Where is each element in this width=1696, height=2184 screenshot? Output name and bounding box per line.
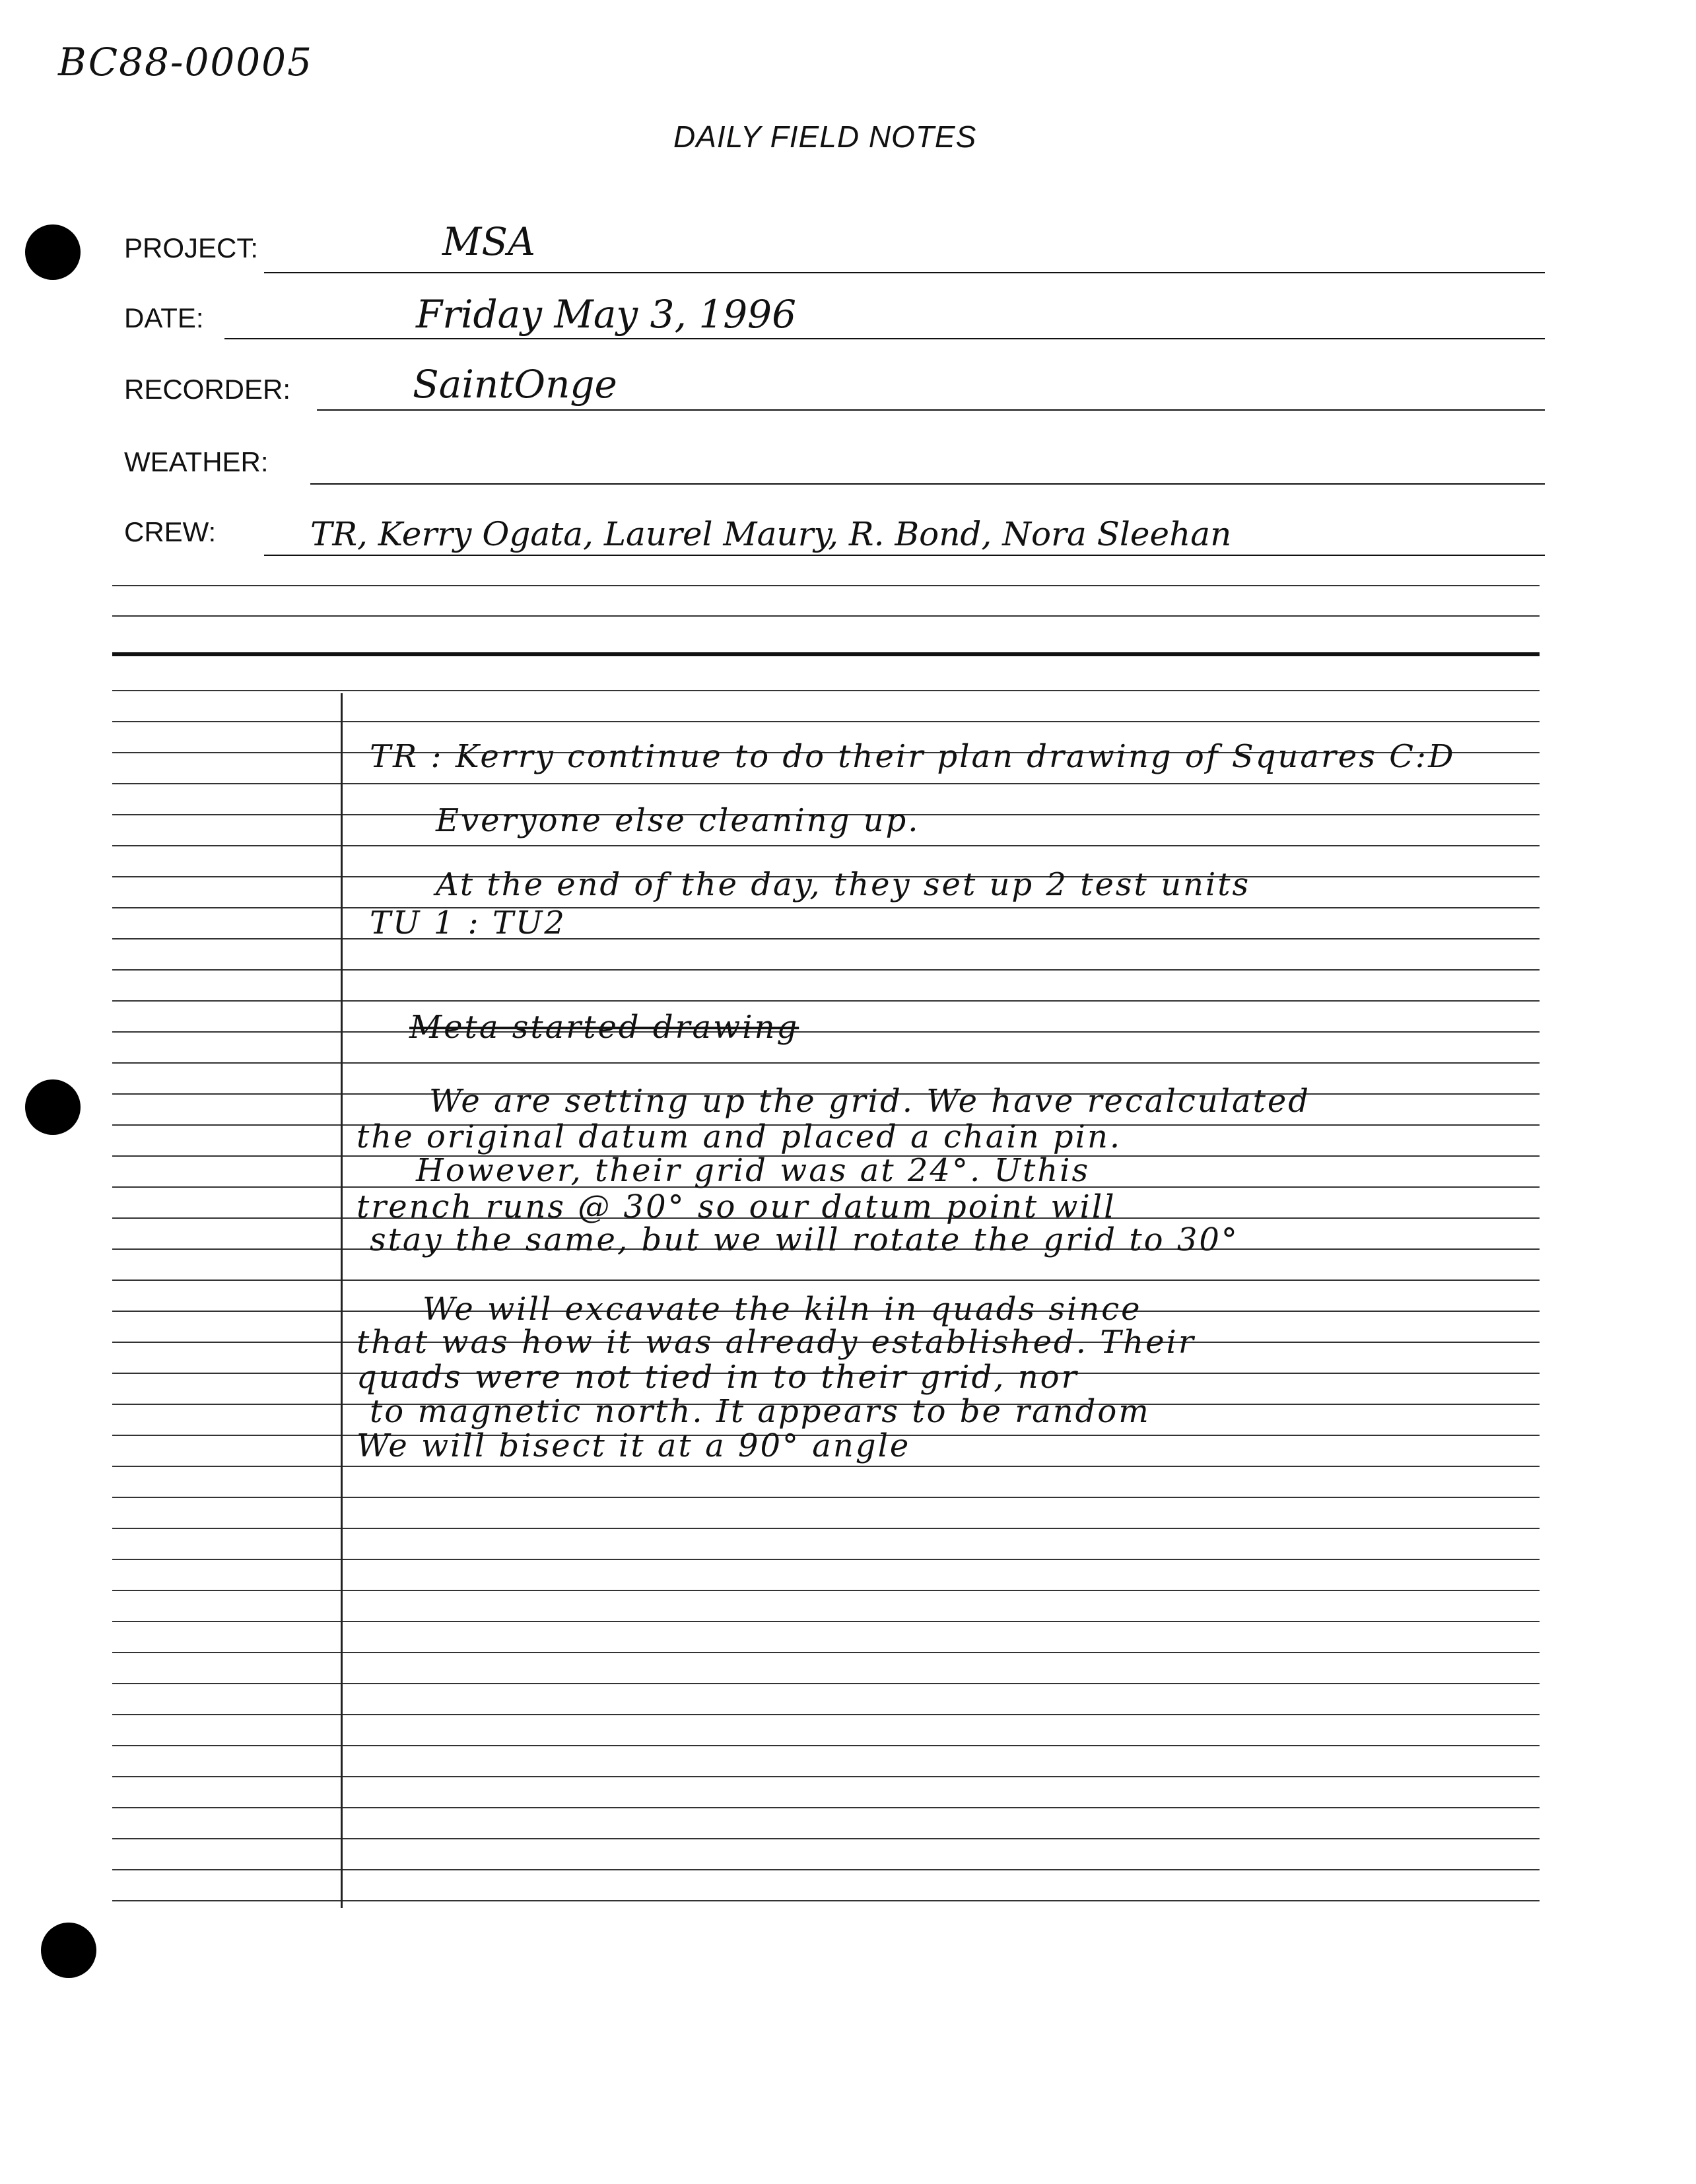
note-line: However, their grid was at 24°. Uthis — [416, 1152, 1091, 1189]
ruled-line — [112, 1652, 1540, 1653]
ruled-line — [112, 1497, 1540, 1498]
note-line: that was how it was already established. Their — [356, 1324, 1196, 1361]
ruled-line — [112, 845, 1540, 846]
page-title: DAILY FIELD NOTES — [673, 119, 977, 154]
project-value: MSA — [442, 219, 536, 264]
note-line: quads were not tied in to their grid, nor — [356, 1359, 1079, 1396]
project-rule — [264, 272, 1545, 273]
ruled-line — [112, 1559, 1540, 1560]
ruled-line — [112, 1621, 1540, 1622]
ruled-line — [112, 1466, 1540, 1467]
crew-label: CREW: — [124, 516, 217, 547]
recorder-label: RECORDER: — [124, 374, 291, 405]
ruled-line — [112, 1683, 1540, 1684]
binder-hole-middle — [25, 1079, 81, 1135]
project-label: PROJECT: — [124, 232, 259, 263]
ruled-line — [112, 1280, 1540, 1281]
margin-line — [341, 693, 343, 1908]
ruled-line — [112, 721, 1540, 722]
note-line-crossed-out: Meta started drawing — [409, 1009, 799, 1046]
recorder-value: SaintOnge — [413, 362, 617, 407]
date-rule — [224, 338, 1545, 339]
ruled-line — [112, 1745, 1540, 1746]
note-line: stay the same, but we will rotate the grid to 30° — [370, 1221, 1239, 1258]
ruled-line — [112, 1900, 1540, 1901]
ruled-line — [112, 585, 1540, 586]
binder-hole-top — [25, 224, 81, 280]
note-line: TU 1 : TU2 — [370, 904, 566, 941]
note-line: Everyone else cleaning up. — [436, 802, 920, 839]
weather-rule — [310, 483, 1545, 485]
ruled-line — [112, 1000, 1540, 1002]
ruled-line — [112, 1590, 1540, 1591]
ruled-line — [112, 1714, 1540, 1715]
crew-rule — [264, 555, 1545, 556]
weather-label: WEATHER: — [124, 446, 269, 477]
note-line: At the end of the day, they set up 2 test units — [436, 866, 1251, 903]
ruled-line — [112, 615, 1540, 617]
note-line: We will excavate the kiln in quads since — [423, 1291, 1142, 1328]
ruled-line — [112, 783, 1540, 784]
date-label: DATE: — [124, 302, 204, 333]
ruled-line — [112, 969, 1540, 971]
binder-hole-bottom — [41, 1923, 96, 1978]
note-line: trench runs @ 30° so our datum point will — [356, 1188, 1116, 1225]
section-divider — [112, 652, 1540, 656]
ruled-line — [112, 690, 1540, 691]
ruled-line — [112, 1031, 1540, 1033]
note-line: to magnetic north. It appears to be random — [370, 1393, 1151, 1430]
ruled-line — [112, 1807, 1540, 1808]
ruled-line — [112, 1062, 1540, 1064]
note-line: We will bisect it at a 90° angle — [356, 1427, 911, 1464]
ruled-line — [112, 1776, 1540, 1777]
note-line: TR : Kerry continue to do their plan drawing of Squares C:D — [370, 738, 1456, 775]
date-value: Friday May 3, 1996 — [416, 292, 796, 337]
ruled-line — [112, 1869, 1540, 1870]
ruled-line — [112, 938, 1540, 939]
crew-value: TR, Kerry Ogata, Laurel Maury, R. Bond, Nora Sleehan — [310, 515, 1232, 553]
recorder-rule — [317, 409, 1545, 411]
ruled-line — [112, 1838, 1540, 1839]
ruled-line — [112, 1528, 1540, 1529]
note-line: We are setting up the grid. We have recalculated — [429, 1083, 1310, 1120]
document-id: BC88-00005 — [58, 40, 313, 85]
ruled-line — [112, 907, 1540, 908]
note-line: the original datum and placed a chain pin. — [356, 1118, 1122, 1155]
